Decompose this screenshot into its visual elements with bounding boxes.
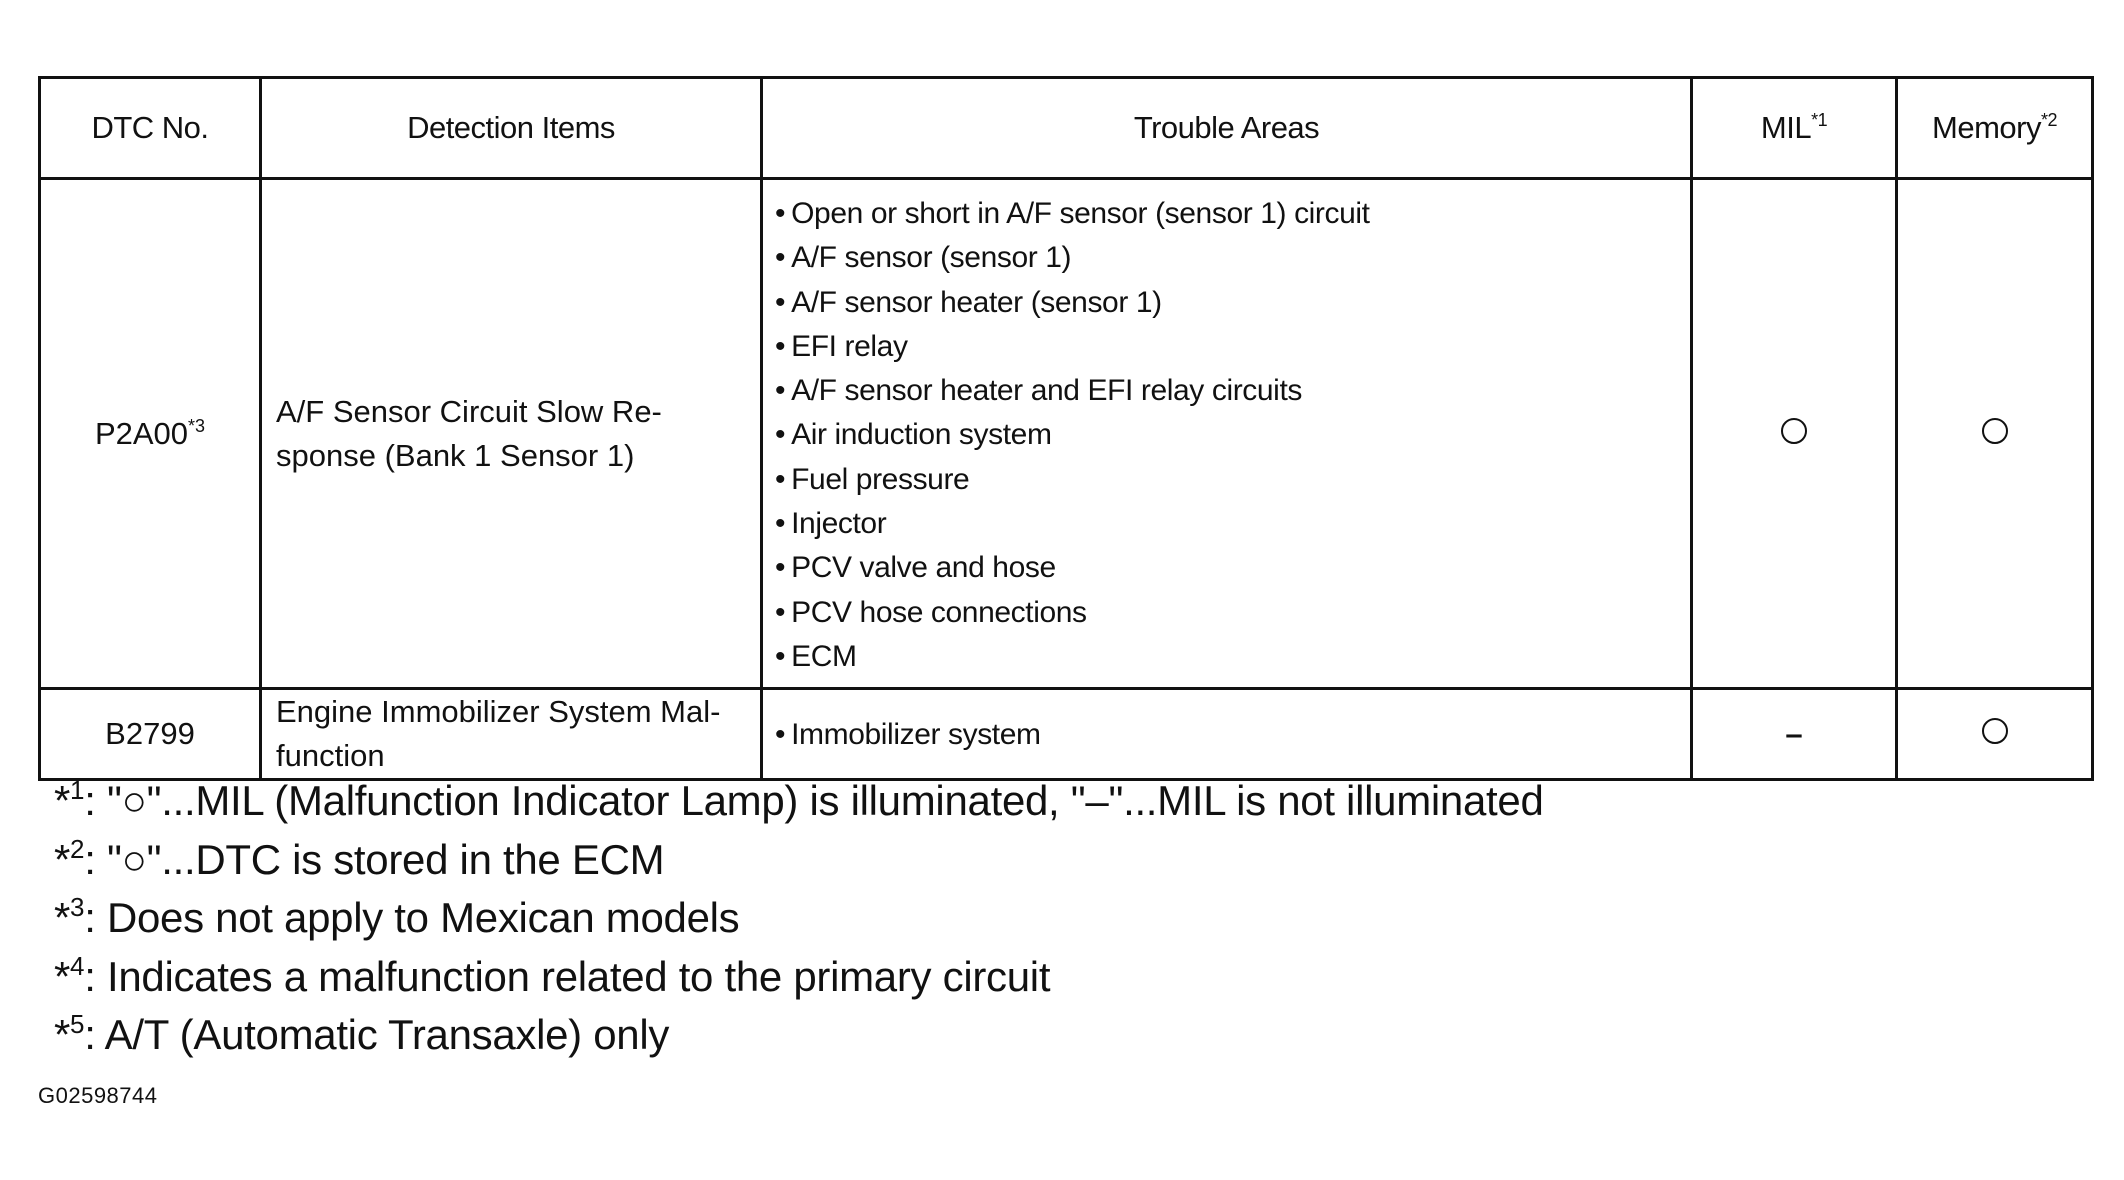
detection-item-line: A/F Sensor Circuit Slow Re- (276, 393, 662, 429)
header-memory-footnote-ref: *2 (2040, 110, 2057, 130)
footnote-text: : "○"...DTC is stored in the ECM (84, 835, 665, 883)
trouble-area-item: • ECM (775, 635, 1690, 679)
footnote-key (54, 833, 85, 883)
dash-mark: – (1785, 716, 1803, 752)
table-header-row (40, 78, 2093, 179)
footnote-key (54, 894, 84, 941)
dtc-table (38, 76, 2094, 781)
detection-item-line: function (276, 738, 385, 774)
footnote-number: 5 (70, 1009, 85, 1039)
header-detection-items (261, 78, 762, 179)
header-dtc-no-label: DTC No. (91, 110, 209, 145)
footnote-star: * (54, 1011, 71, 1058)
dtc-code: B2799 (105, 716, 195, 752)
footnote-number: 1 (70, 775, 85, 805)
footnote-text: : Indicates a malfunction related to the primary circuit (84, 952, 1051, 1000)
dtc-cell (40, 689, 261, 780)
mil-cell (1692, 179, 1897, 689)
trouble-areas-list (763, 180, 1690, 687)
trouble-area-item: • EFI relay (775, 325, 1690, 369)
footnote-item (54, 831, 1544, 890)
detection-item-cell (261, 179, 762, 689)
footnote-key (54, 950, 85, 1000)
dtc-code: P2A00 (94, 415, 189, 451)
dtc-footnote-ref: *3 (188, 415, 206, 436)
header-memory (1897, 78, 2093, 179)
circle-mark-icon (1982, 418, 2008, 444)
footnote-text: : A/T (Automatic Transaxle) only (84, 1011, 670, 1058)
header-trouble-areas (762, 78, 1692, 179)
header-dtc-no (40, 78, 261, 179)
trouble-area-item: • A/F sensor heater (sensor 1) (775, 281, 1690, 325)
footnote-star: * (54, 952, 71, 1000)
trouble-area-item: • A/F sensor heater and EFI relay circuits (775, 369, 1690, 413)
footnote-star: * (54, 777, 71, 824)
mil-cell (1692, 689, 1897, 780)
footnote-item (54, 1006, 1544, 1065)
trouble-area-item: • Open or short in A/F sensor (sensor 1) circuit (775, 192, 1690, 236)
footnote-star: * (54, 894, 71, 941)
detection-item-cell (261, 689, 762, 780)
memory-cell (1897, 689, 2093, 780)
trouble-area-item: • Fuel pressure (775, 458, 1690, 502)
trouble-area-item: • PCV hose connections (775, 591, 1690, 635)
circle-mark-icon (1982, 718, 2008, 744)
footnote-text: : Does not apply to Mexican models (84, 894, 740, 941)
footnotes-list (54, 772, 1544, 1065)
trouble-area-item: • PCV valve and hose (775, 546, 1690, 590)
header-mil-footnote-ref: *1 (1811, 110, 1828, 130)
detection-item-line: sponse (Bank 1 Sensor 1) (276, 437, 635, 473)
footnote-key (54, 1011, 84, 1058)
header-detection-items-label: Detection Items (407, 110, 615, 145)
dtc-cell (40, 179, 261, 689)
footnote-star: * (54, 835, 71, 883)
figure-id: G02598744 (38, 1083, 158, 1108)
trouble-area-item: • Air induction system (775, 413, 1690, 457)
footnote-item (54, 889, 1544, 948)
table-row (40, 179, 2093, 689)
trouble-area-item: • Immobilizer system (775, 713, 1690, 757)
trouble-area-item: • A/F sensor (sensor 1) (775, 236, 1690, 280)
table-row (40, 689, 2093, 780)
circle-mark-icon (1781, 418, 1807, 444)
trouble-area-item: • Injector (775, 502, 1690, 546)
detection-item-line: Engine Immobilizer System Mal- (276, 694, 721, 730)
footnote-text: : "○"...MIL (Malfunction Indicator Lamp) is illuminated, "–"...MIL is not illuminated (84, 777, 1544, 824)
header-memory-label: Memory (1932, 110, 2041, 145)
footnote-number: 4 (70, 950, 85, 981)
trouble-areas-cell (762, 179, 1692, 689)
trouble-areas-list (763, 711, 1690, 757)
memory-cell (1897, 179, 2093, 689)
footnote-item (54, 772, 1544, 831)
footnote-number: 2 (70, 833, 85, 864)
trouble-areas-cell (762, 689, 1692, 780)
header-mil-label: MIL (1760, 110, 1812, 145)
footnote-item (54, 948, 1544, 1007)
header-mil (1692, 78, 1897, 179)
footnote-number: 3 (70, 892, 85, 922)
header-trouble-areas-label: Trouble Areas (1133, 110, 1320, 145)
footnote-key (54, 777, 84, 824)
